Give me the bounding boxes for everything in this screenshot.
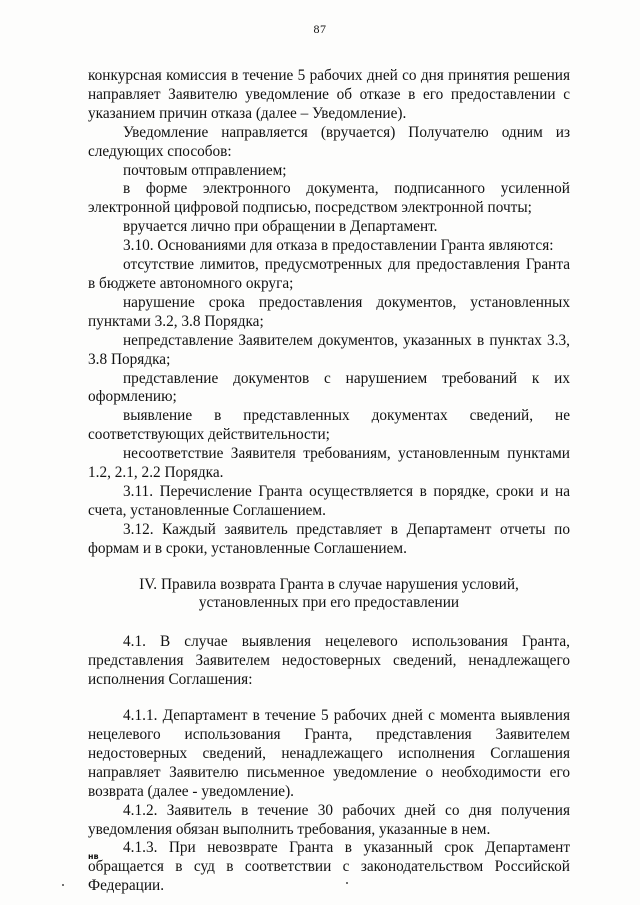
paragraph-3-11: 3.11. Перечисление Гранта осуществляется в порядке, сроки и на счета, установленные Соглашением. — [88, 482, 570, 519]
paragraph-in-person: вручается лично при обращении в Департамент. — [123, 218, 438, 236]
footer-initials: нв — [88, 852, 99, 861]
paragraph-commission-notice: конкурсная комиссия в течение 5 рабочих дней со дня принятия решения направляет Заявителю уведомление об отказе в его предоставлении с указанием причин отказа (далее – Уведомление). — [88, 67, 570, 122]
paragraph-electronic: в форме электронного документа, подписанного усиленной электронной цифровой подписью, посредством электронной почты; — [88, 180, 570, 217]
paragraph-postal: почтовым отправлением; — [123, 161, 287, 179]
scan-speck — [62, 884, 64, 886]
document-body — [88, 67, 570, 896]
paragraph-no-limits: отсутствие лимитов, предусмотренных для предоставления Гранта в бюджете автономного округа; — [88, 256, 570, 292]
paragraph-4-1-2: 4.1.2. Заявитель в течение 30 рабочих дней со дня получения уведомления обязан выполнить требования, указанные в нем. — [88, 801, 570, 838]
section-heading-line2: установленных при его предоставлении — [198, 594, 460, 612]
paragraph-non-compliance: несоответствие Заявителя требованиям, установленным пунктами 1.2, 2.1, 2.2 Порядка. — [88, 445, 570, 482]
paragraph-3-10: 3.10. Основаниями для отказа в предоставлении Гранта являются: — [123, 237, 554, 255]
paragraph-4-1-3: 4.1.3. При невозврате Гранта в указанный срок Департамент обращается в суд в соответствии с законодательством Российской Федерации. — [88, 839, 570, 895]
paragraph-deadline-violation: нарушение срока предоставления документов, установленных пунктами 3.2, 3.8 Порядка; — [88, 293, 570, 330]
paragraph-3-12: 3.12. Каждый заявитель представляет в Департамент отчеты по формам и в сроки, установленные Соглашением. — [88, 520, 570, 557]
section-heading-line1: IV. Правила возврата Гранта в случае нарушения условий, — [139, 575, 519, 593]
paragraph-notice-methods: Уведомление направляется (вручается) Получателю одним из следующих способов: — [88, 123, 570, 160]
paragraph-4-1: 4.1. В случае выявления нецелевого использования Гранта, представления Заявителем недостоверных сведений, ненадлежащего исполнения Соглашения: — [88, 633, 570, 689]
paragraph-4-1-1: 4.1.1. Департамент в течение 5 рабочих дней с момента выявления нецелевого использования Гранта, представления Заявителем недостоверных сведений, ненадлежащего исполнения Соглашения направляет Заявителю письменное уведомление о необходимости его возврата (далее - уведомление). — [88, 707, 570, 800]
page-number: 87 — [313, 22, 327, 36]
paragraph-format-violation: представление документов с нарушением требований к их оформлению; — [88, 369, 570, 406]
paragraph-non-submission: непредставление Заявителем документов, указанных в пунктах 3.3, 3.8 Порядка; — [88, 331, 570, 368]
section-heading — [88, 576, 570, 614]
paragraph-false-info: выявление в представленных документах сведений, не соответствующих действительности; — [88, 407, 570, 444]
scan-speck — [346, 882, 348, 884]
